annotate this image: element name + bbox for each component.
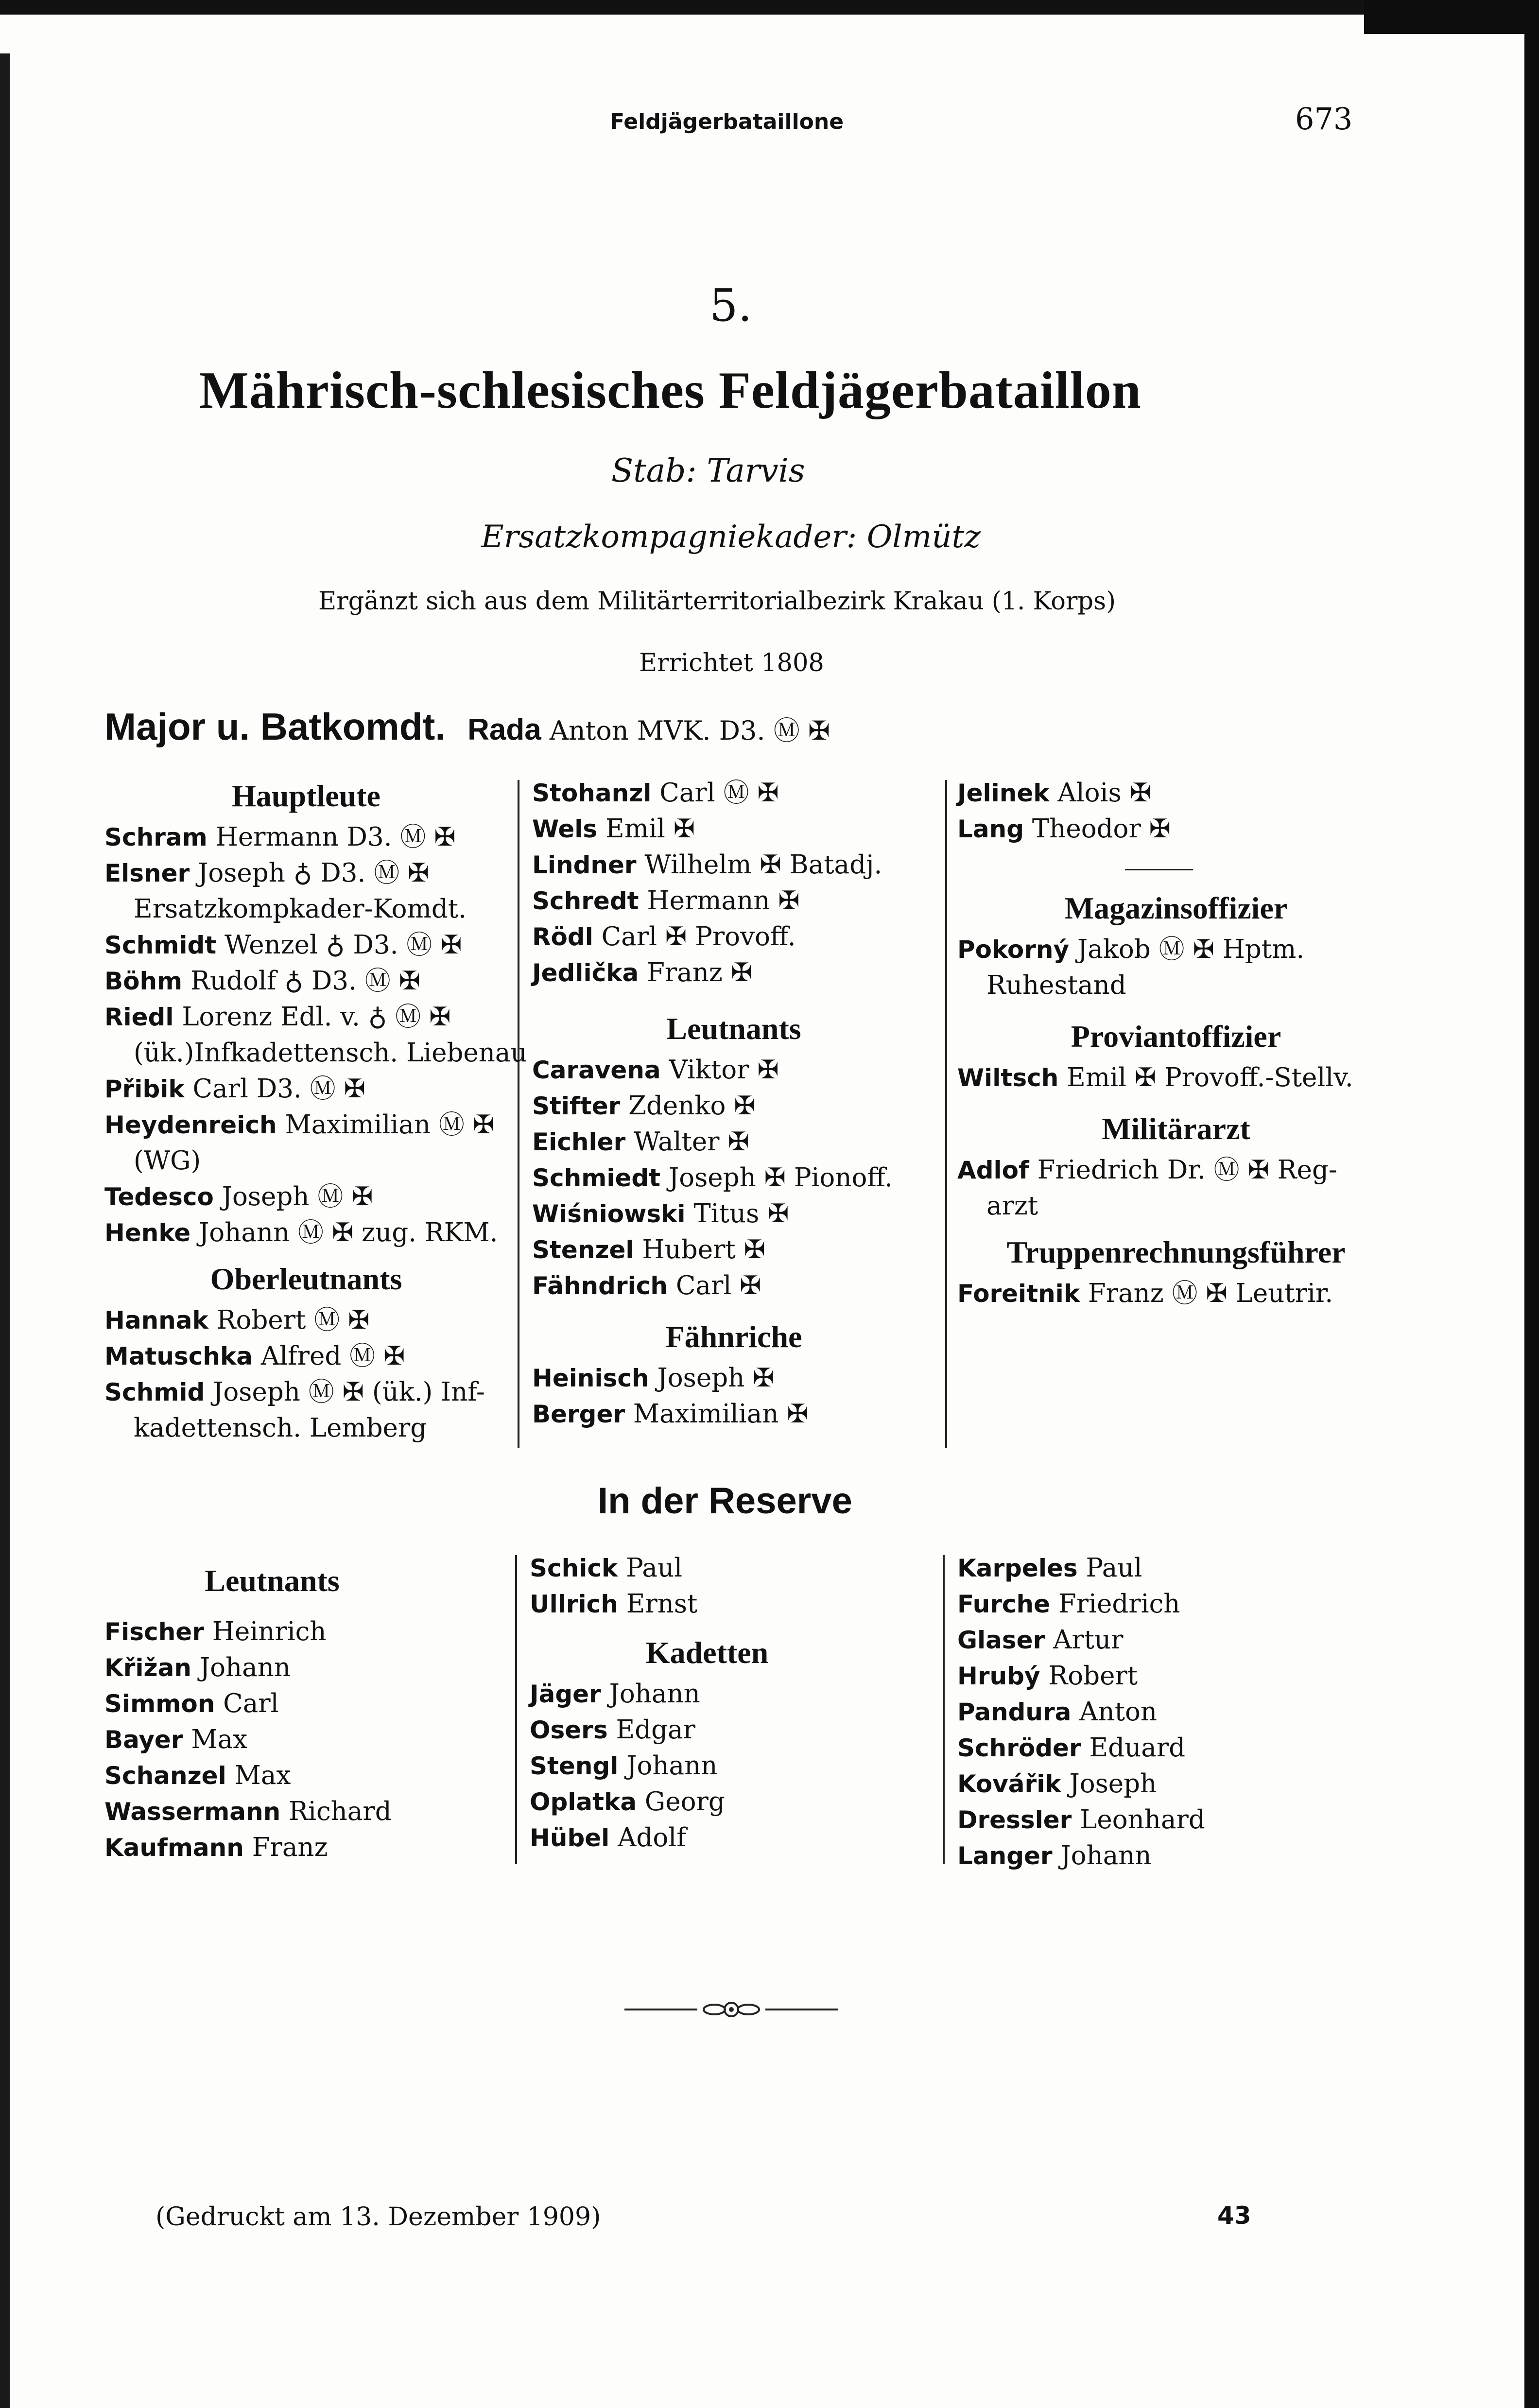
heading-faehnriche: Fähnriche xyxy=(665,1319,802,1354)
proviant-list xyxy=(957,1060,1395,1096)
signature-mark: 43 xyxy=(1217,2201,1251,2230)
commander-line xyxy=(104,705,830,749)
list-item: Schick Paul xyxy=(530,1553,683,1583)
arzt-list xyxy=(957,1152,1395,1224)
list-item: Schanzel Max xyxy=(104,1761,291,1790)
heading-hauptleute: Hauptleute xyxy=(232,779,380,813)
scan-border-left xyxy=(0,53,10,2408)
hauptleute-list xyxy=(104,819,527,1251)
list-item: Wels Emil ✠ xyxy=(532,814,695,844)
kadetten-list xyxy=(530,1676,933,1856)
list-item: Schmidt Wenzel ♁ D3. Ⓜ ✠ xyxy=(104,930,462,960)
list-item: Hannak Robert Ⓜ ✠ xyxy=(104,1305,370,1335)
print-date: (Gedruckt am 13. Dezember 1909) xyxy=(156,2202,601,2232)
rechnung-list xyxy=(957,1276,1395,1312)
scan-border-right xyxy=(1524,0,1539,2408)
ersatz-line: Ersatzkompagniekader: Olmütz xyxy=(481,519,981,555)
list-item: Böhm Rudolf ♁ D3. Ⓜ ✠ xyxy=(104,966,421,996)
list-item: Matuschka Alfred Ⓜ ✠ xyxy=(104,1341,405,1371)
column-2 xyxy=(532,775,935,1432)
list-item: Osers Edgar xyxy=(530,1715,695,1745)
list-item: Elsner Joseph ♁ D3. Ⓜ ✠ xyxy=(104,858,430,888)
lieutenants-continued-list xyxy=(957,775,1395,847)
reserve-column-3 xyxy=(957,1550,1361,1874)
reserve-column-2 xyxy=(530,1550,933,1856)
list-item: Eichler Walter ✠ xyxy=(532,1127,749,1157)
faehnriche-list xyxy=(532,1360,935,1432)
list-item: Ullrich Ernst xyxy=(530,1589,698,1619)
list-item: Přibik Carl D3. Ⓜ ✠ xyxy=(104,1074,365,1104)
list-item: Berger Maximilian ✠ xyxy=(532,1399,809,1429)
running-title: Feldjägerbataillone xyxy=(610,109,844,134)
list-item: Wiltsch Emil ✠ Provoff.-Stellv. xyxy=(957,1063,1353,1092)
commander-details: Anton MVK. D3. Ⓜ ✠ xyxy=(549,715,830,746)
list-item: Jedlička Franz ✠ xyxy=(532,958,753,987)
list-item: Foreitnik Franz Ⓜ ✠ Leutrir. xyxy=(957,1279,1333,1308)
list-item: Adlof Friedrich Dr. Ⓜ ✠ Reg- xyxy=(957,1155,1337,1185)
short-divider xyxy=(1125,869,1193,870)
list-item: Karpeles Paul xyxy=(957,1553,1142,1583)
list-item: Heydenreich Maximilian Ⓜ ✠ xyxy=(104,1110,495,1140)
list-item: Jäger Johann xyxy=(530,1679,700,1709)
list-item: Pandura Anton xyxy=(957,1697,1158,1727)
list-item: Křižan Johann xyxy=(104,1653,291,1682)
commander-name: Rada xyxy=(467,713,541,746)
list-item: Dressler Leonhard xyxy=(957,1805,1205,1835)
reserve-leutnants-list xyxy=(104,1614,508,1866)
list-item: Wassermann Richard xyxy=(104,1797,392,1826)
list-item: Lang Theodor ✠ xyxy=(957,814,1171,844)
column-rule xyxy=(943,1555,945,1864)
list-item: Caravena Viktor ✠ xyxy=(532,1055,779,1085)
list-item: Stohanzl Carl Ⓜ ✠ xyxy=(532,778,779,808)
ornament-divider xyxy=(624,1995,838,2024)
list-item: Tedesco Joseph Ⓜ ✠ xyxy=(104,1182,373,1212)
column-rule xyxy=(518,780,519,1448)
heading-leutnants: Leutnants xyxy=(666,1011,801,1046)
list-item: Riedl Lorenz Edl. v. ♁ Ⓜ ✠ xyxy=(104,1002,451,1032)
list-item: Jelinek Alois ✠ xyxy=(957,778,1151,808)
list-item: Fähndrich Carl ✠ xyxy=(532,1271,761,1300)
page-number: 673 xyxy=(1295,101,1353,137)
column-3 xyxy=(957,775,1395,1312)
list-item: Schredt Hermann ✠ xyxy=(532,886,800,916)
list-item: Fischer Heinrich xyxy=(104,1617,327,1646)
list-item: Ersatzkompkader-Komdt. xyxy=(134,894,467,924)
list-item: Hrubý Robert xyxy=(957,1661,1138,1691)
list-item: Kaufmann Franz xyxy=(104,1833,328,1862)
list-item: Langer Johann xyxy=(957,1841,1152,1871)
list-item: Hübel Adolf xyxy=(530,1823,686,1853)
scan-border-corner xyxy=(1364,0,1539,34)
reserve-column-1 xyxy=(104,1558,508,1866)
list-item: (WG) xyxy=(134,1146,201,1176)
heading-proviantoffizier: Proviantoffizier xyxy=(1071,1019,1281,1054)
oberleutnants-list xyxy=(104,1302,508,1446)
list-item: Pokorný Jakob Ⓜ ✠ Hptm. xyxy=(957,935,1305,964)
magazin-list xyxy=(957,932,1395,1004)
list-item: Rödl Carl ✠ Provoff. xyxy=(532,922,796,952)
heading-militaerarzt: Militärarzt xyxy=(1102,1111,1250,1146)
leutnants-list xyxy=(532,1052,935,1304)
list-item: (ük.)Infkadettensch. Liebenau xyxy=(134,1038,527,1068)
reserve-kadetten-continued-list xyxy=(957,1550,1361,1874)
list-item: Stenzel Hubert ✠ xyxy=(532,1235,765,1265)
heading-reserve-leutnants: Leutnants xyxy=(205,1563,340,1598)
heading-oberleutnants: Oberleutnants xyxy=(210,1262,402,1296)
list-item: Schröder Eduard xyxy=(957,1733,1186,1763)
column-rule xyxy=(515,1555,517,1864)
column-rule xyxy=(945,780,947,1448)
list-item: Stengl Johann xyxy=(530,1751,718,1781)
list-item: Stifter Zdenko ✠ xyxy=(532,1091,756,1121)
list-item: Schram Hermann D3. Ⓜ ✠ xyxy=(104,822,456,852)
list-item: Schmiedt Joseph ✠ Pionoff. xyxy=(532,1163,893,1193)
list-item: Ruhestand xyxy=(986,970,1126,1000)
column-1 xyxy=(104,773,527,1446)
commander-rank: Major u. Batkomdt. xyxy=(104,705,446,748)
section-number: 5. xyxy=(709,279,752,331)
heading-magazinsoffizier: Magazinsoffizier xyxy=(1064,891,1288,925)
reserve-leutnants-continued-list xyxy=(530,1550,933,1622)
heading-truppenrechnungsfuehrer: Truppenrechnungsführer xyxy=(1006,1235,1346,1269)
list-item: Simmon Carl xyxy=(104,1689,279,1718)
heading-kadetten: Kadetten xyxy=(645,1635,769,1670)
list-item: Wiśniowski Titus ✠ xyxy=(532,1199,789,1229)
stab-line: Stab: Tarvis xyxy=(611,452,805,489)
list-item: Oplatka Georg xyxy=(530,1787,725,1817)
scan-border-top xyxy=(0,0,1539,15)
section-title: Mährisch-schlesisches Feldjägerbataillon xyxy=(199,362,1141,419)
list-item: kadettensch. Lemberg xyxy=(134,1413,427,1443)
list-item: Bayer Max xyxy=(104,1725,248,1754)
list-item: Glaser Artur xyxy=(957,1625,1124,1655)
captains-continued-list xyxy=(532,775,935,991)
reserve-title: In der Reserve xyxy=(598,1480,852,1522)
errichtet-line: Errichtet 1808 xyxy=(639,649,824,677)
list-item: arzt xyxy=(986,1191,1038,1221)
list-item: Furche Friedrich xyxy=(957,1589,1180,1619)
list-item: Lindner Wilhelm ✠ Batadj. xyxy=(532,850,882,880)
list-item: Schmid Joseph Ⓜ ✠ (ük.) Inf- xyxy=(104,1377,485,1407)
list-item: Heinisch Joseph ✠ xyxy=(532,1363,775,1393)
ergaenzt-line: Ergänzt sich aus dem Militärterritorialbezirk Krakau (1. Korps) xyxy=(318,587,1116,616)
list-item: Kovářik Joseph xyxy=(957,1769,1157,1799)
list-item: Henke Johann Ⓜ ✠ zug. RKM. xyxy=(104,1218,498,1247)
